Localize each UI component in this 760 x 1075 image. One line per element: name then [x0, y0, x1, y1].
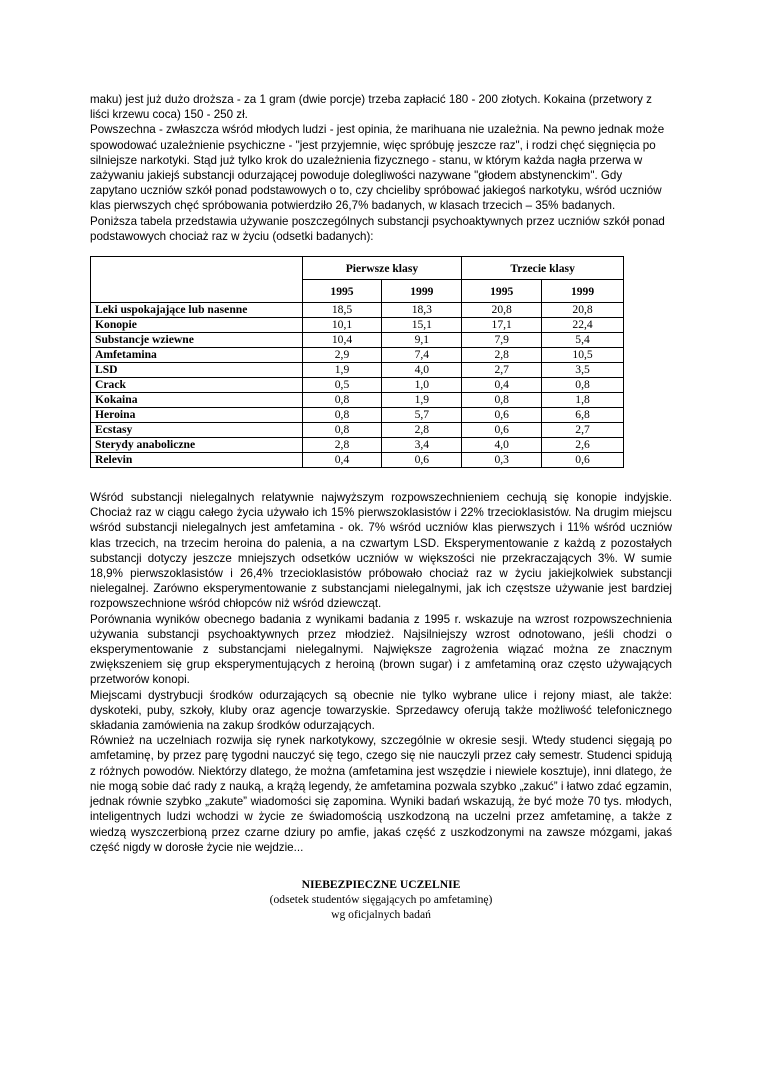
section-heading	[90, 877, 672, 922]
value-cell: 7,9	[462, 333, 542, 348]
row-label: Substancje wziewne	[91, 333, 303, 348]
value-cell: 0,3	[462, 453, 542, 468]
row-label: Leki uspokajające lub nasenne	[91, 303, 303, 318]
table-row	[91, 303, 624, 318]
value-cell: 15,1	[382, 318, 462, 333]
value-cell: 1,9	[302, 363, 382, 378]
table-row	[91, 438, 624, 453]
row-label: Heroina	[91, 408, 303, 423]
row-label: Ecstasy	[91, 423, 303, 438]
document-page	[90, 92, 672, 922]
value-cell: 2,8	[382, 423, 462, 438]
value-cell: 5,4	[542, 333, 624, 348]
table-row	[91, 378, 624, 393]
value-cell: 0,6	[382, 453, 462, 468]
table-body	[91, 303, 624, 468]
section-subtitle: (odsetek studentów sięgających po amfetaminę)	[269, 892, 493, 906]
value-cell: 0,4	[302, 453, 382, 468]
row-label: LSD	[91, 363, 303, 378]
value-cell: 0,5	[302, 378, 382, 393]
value-cell: 0,8	[302, 423, 382, 438]
table-row	[91, 363, 624, 378]
value-cell: 7,4	[382, 348, 462, 363]
section-source: wg oficjalnych badań	[331, 907, 431, 921]
table-row	[91, 393, 624, 408]
value-cell: 2,8	[462, 348, 542, 363]
value-cell: 2,7	[542, 423, 624, 438]
year-header: 1999	[382, 280, 462, 303]
value-cell: 20,8	[542, 303, 624, 318]
row-label: Amfetamina	[91, 348, 303, 363]
value-cell: 2,9	[302, 348, 382, 363]
value-cell: 10,4	[302, 333, 382, 348]
value-cell: 2,8	[302, 438, 382, 453]
row-label: Crack	[91, 378, 303, 393]
value-cell: 0,6	[542, 453, 624, 468]
year-header: 1995	[302, 280, 382, 303]
body-paragraph-1: Wśród substancji nielegalnych relatywnie najwyższym rozpowszechnieniem cechują się konopie indyjskie. Chociaż raz w ciągu całego życia używało ich 15% pierwszoklasistów i 22% trzecioklasistów. Na drugim miejscu wśród substancji nielegalnych jest amfetamina - ok. 7% wśród uczniów klas pierwszych i 11% wśród uczniów klas trzecich, na trzecim heroina do palenia, a na czwartym LSD. Eksperymentowanie z każdą z pozostałych substancji dotyczy jeszcze mniejszych odsetków uczniów w większości nie przekraczających 3%. W sumie 18,9% pierwszoklasistów i 26,4% trzecioklasistów próbowało chociaż raz w życiu jakiejkolwiek substancji nielegalnej. Zarówno eksperymentowanie z substancjami nielegalnymi, jak ich częstsze używanie jest bardziej rozpowszechnione wśród chłopców niż wśród dziewcząt.	[90, 491, 672, 611]
value-cell: 22,4	[542, 318, 624, 333]
group-header-third-classes: Trzecie klasy	[462, 257, 624, 280]
value-cell: 10,1	[302, 318, 382, 333]
row-label: Relevin	[91, 453, 303, 468]
value-cell: 0,4	[462, 378, 542, 393]
intro-paragraph-1: maku) jest już dużo droższa - za 1 gram (dwie porcje) trzeba zapłacić 180 - 200 złotych. Kokaina (przetwory z liści krzewu coca) 150 - 250 zł.	[90, 93, 652, 122]
value-cell: 3,4	[382, 438, 462, 453]
row-label: Konopie	[91, 318, 303, 333]
value-cell: 9,1	[382, 333, 462, 348]
value-cell: 20,8	[462, 303, 542, 318]
value-cell: 3,5	[542, 363, 624, 378]
value-cell: 4,0	[382, 363, 462, 378]
table-row	[91, 348, 624, 363]
value-cell: 2,6	[542, 438, 624, 453]
year-header: 1995	[462, 280, 542, 303]
row-label: Sterydy anaboliczne	[91, 438, 303, 453]
value-cell: 0,8	[302, 408, 382, 423]
group-header-first-classes: Pierwsze klasy	[302, 257, 462, 280]
year-header: 1999	[542, 280, 624, 303]
table-row	[91, 408, 624, 423]
value-cell: 0,6	[462, 423, 542, 438]
value-cell: 18,3	[382, 303, 462, 318]
value-cell: 1,9	[382, 393, 462, 408]
table-corner-cell	[91, 257, 303, 303]
value-cell: 0,6	[462, 408, 542, 423]
table-row	[91, 453, 624, 468]
body-paragraph-3: Miejscami dystrybucji środków odurzających są obecnie nie tylko wybrane ulice i rejony miast, ale także: dyskoteki, puby, szkoły, kluby oraz agencje towarzyskie. Sprzedawcy oferują także możliwość telefonicznego składania zamówienia na zakup środków odurzających.	[90, 688, 672, 733]
value-cell: 2,7	[462, 363, 542, 378]
table-row	[91, 318, 624, 333]
body-paragraph-4: Również na uczelniach rozwija się rynek narkotykowy, szczególnie w okresie sesji. Wtedy studenci sięgają po amfetaminę, by przez parę tygodni nauczyć się tego, czego się nie nauczyli przez cały semestr. Studenci spidują z różnych powodów. Niektórzy dlatego, że można (amfetamina jest wszędzie i niewiele kosztuje), inni dlatego, że nie mogą sobie dać rady z nauką, a krążą legendy, że amfetamina pozwala szybko „zakuć” i łatwo zdać egzamin, jednak równie szybko „zakute” wiadomości się zapomina. Wyniki badań wskazują, że być może 70 tys. młodych, inteligentnych ludzi wchodzi w życie ze świadomością uszkodzoną na uczelni przez amfetaminę, a także z wiedzą wyszczerbioną przez czarne dziury po amfie, jakaś część z uszkodzonymi na zawsze mózgami, jakaś część nigdy w dorosłe życie nie wejdzie...	[90, 734, 672, 854]
value-cell: 1,0	[382, 378, 462, 393]
value-cell: 4,0	[462, 438, 542, 453]
row-label: Kokaina	[91, 393, 303, 408]
value-cell: 17,1	[462, 318, 542, 333]
substance-use-table	[90, 256, 624, 468]
table-group-header-row	[91, 257, 624, 280]
value-cell: 10,5	[542, 348, 624, 363]
value-cell: 1,8	[542, 393, 624, 408]
value-cell: 5,7	[382, 408, 462, 423]
value-cell: 0,8	[302, 393, 382, 408]
intro-paragraph-3: Poniższa tabela przedstawia używanie poszczególnych substancji psychoaktywnych przez uczniów szkół ponad podstawowych chociaż raz w życiu (odsetki badanych):	[90, 214, 665, 243]
section-title: NIEBEZPIECZNE UCZELNIE	[301, 877, 461, 891]
table-row	[91, 423, 624, 438]
value-cell: 0,8	[462, 393, 542, 408]
value-cell: 0,8	[542, 378, 624, 393]
intro-paragraph-2: Powszechna - zwłaszcza wśród młodych ludzi - jest opinia, że marihuana nie uzależnia. Na pewno jednak może spowodować uzależnienie psychiczne - "jest przyjemnie, więc spróbuję jeszcze raz", i rodzi chęć sięgnięcia po silniejsze narkotyki. Stąd już tylko krok do uzależnienia fizycznego - stanu, w którym każda nagła przerwa w zażywaniu jakiejś substancji odurzającej powoduje dolegliwości nazywane "głodem abstynenckim". Gdy zapytano uczniów szkół ponad podstawowych o to, czy chcieliby spróbować jakiegoś narkotyku, wśród uczniów klas pierwszych chęć spróbowania potwierdziło 26,7% badanych, w klasach trzecich – 35% badanych.	[90, 123, 665, 213]
value-cell: 18,5	[302, 303, 382, 318]
value-cell: 6,8	[542, 408, 624, 423]
table-row	[91, 333, 624, 348]
body-paragraph-2: Porównania wyników obecnego badania z wynikami badania z 1995 r. wskazuje na wzrost rozpowszechnienia używania substancji psychoaktywnych przez młodzież. Najsilniejszy wzrost odnotowano, jeśli chodzi o eksperymentowanie z substancjami nielegalnymi. Największe zagrożenia wiązać można ze znacznym zwiększeniem się grup eksperymentujących z heroiną (brown sugar) i z amfetaminą oraz często używających przetworów konopi.	[90, 612, 672, 687]
